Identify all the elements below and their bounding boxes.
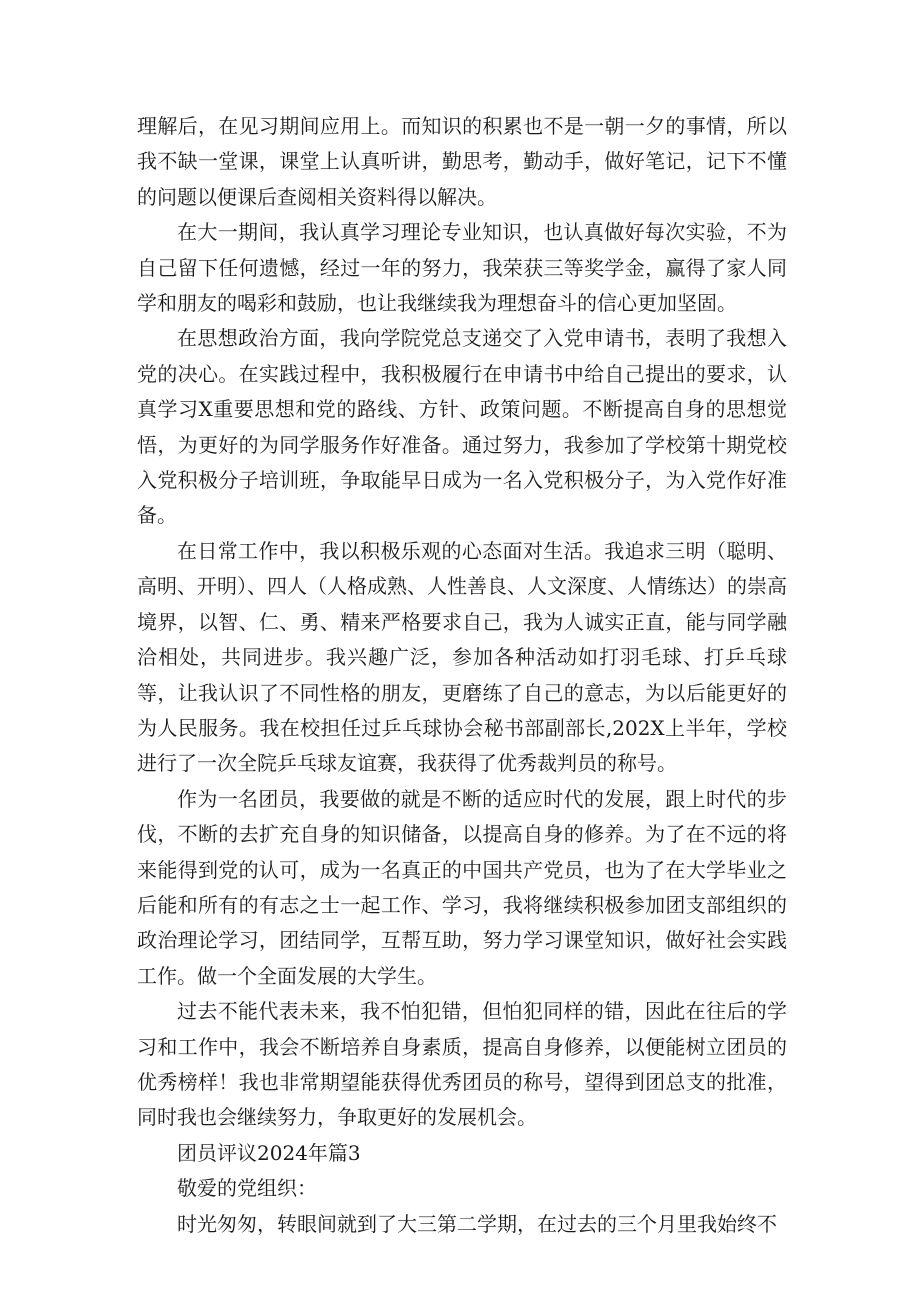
paragraph-4: 在日常工作中，我以积极乐观的心态面对生活。我追求三明（聪明、高明、开明）、四人（人格成熟、人性善良、人文深度、人情练达）的崇高境界，以智、仁、勇、精来严格要求自己，我为人诚实正直，能与同学融洽相处，共同进步。我兴趣广泛，参加各种活动如打羽毛球、打乒乓球等，让我认识了不同性格的朋友，更磨练了自己的意志，为以后能更好的为人民服务。我在校担任过乒乓球协会秘书部副部长,202X上半年，学校进行了一次全院乒乓球友谊赛，我获得了优秀裁判员的称号。 [137,538,787,776]
paragraph-6: 过去不能代表未来，我不怕犯错，但怕犯同样的错，因此在往后的学习和工作中，我会不断培养自身素质，提高自身修养，以便能树立团员的优秀榜样！我也非常期望能获得优秀团员的称号，望得到团总支的批准，同时我也会继续努力，争取更好的发展机会。 [137,999,787,1130]
section-heading: 团员评议2024年篇3 [177,1140,361,1165]
salutation: 敬爱的党组织： [177,1176,317,1201]
document-body [137,109,787,1242]
paragraph-7: 时光匆匆，转眼间就到了大三第二学期，在过去的三个月里我始终不 [177,1211,777,1236]
paragraph-5: 作为一名团员，我要做的就是不断的适应时代的发展，跟上时代的步伐，不断的去扩充自身的知识储备，以提高自身的修养。为了在不远的将来能得到党的认可，成为一名真正的中国共产党员，也为了在大学毕业之后能和所有的有志之士一起工作、学习，我将继续积极参加团支部组织的政治理论学习，团结同学，互帮互助，努力学习课堂知识，做好社会实践工作。做一个全面发展的大学生。 [137,786,787,988]
paragraph-3: 在思想政治方面，我向学院党总支递交了入党申请书，表明了我想入党的决心。在实践过程中，我积极履行在申请书中给自己提出的要求，认真学习X重要思想和党的路线、方针、政策问题。不断提高自身的思想觉悟，为更好的为同学服务作好准备。通过努力，我参加了学校第十期党校入党积极分子培训班，争取能早日成为一名入党积极分子，为入党作好准备。 [137,326,787,528]
paragraph-2: 在大一期间，我认真学习理论专业知识，也认真做好每次实验，不为自己留下任何遗憾，经过一年的努力，我荣获三等奖学金，赢得了家人同学和朋友的喝彩和鼓励，也让我继续我为理想奋斗的信心更加坚固。 [137,220,787,316]
paragraph-1: 理解后，在见习期间应用上。而知识的积累也不是一朝一夕的事情，所以我不缺一堂课，课堂上认真听讲，勤思考，勤动手，做好笔记，记下不懂的问题以便课后查阅相关资料得以解决。 [137,114,787,209]
